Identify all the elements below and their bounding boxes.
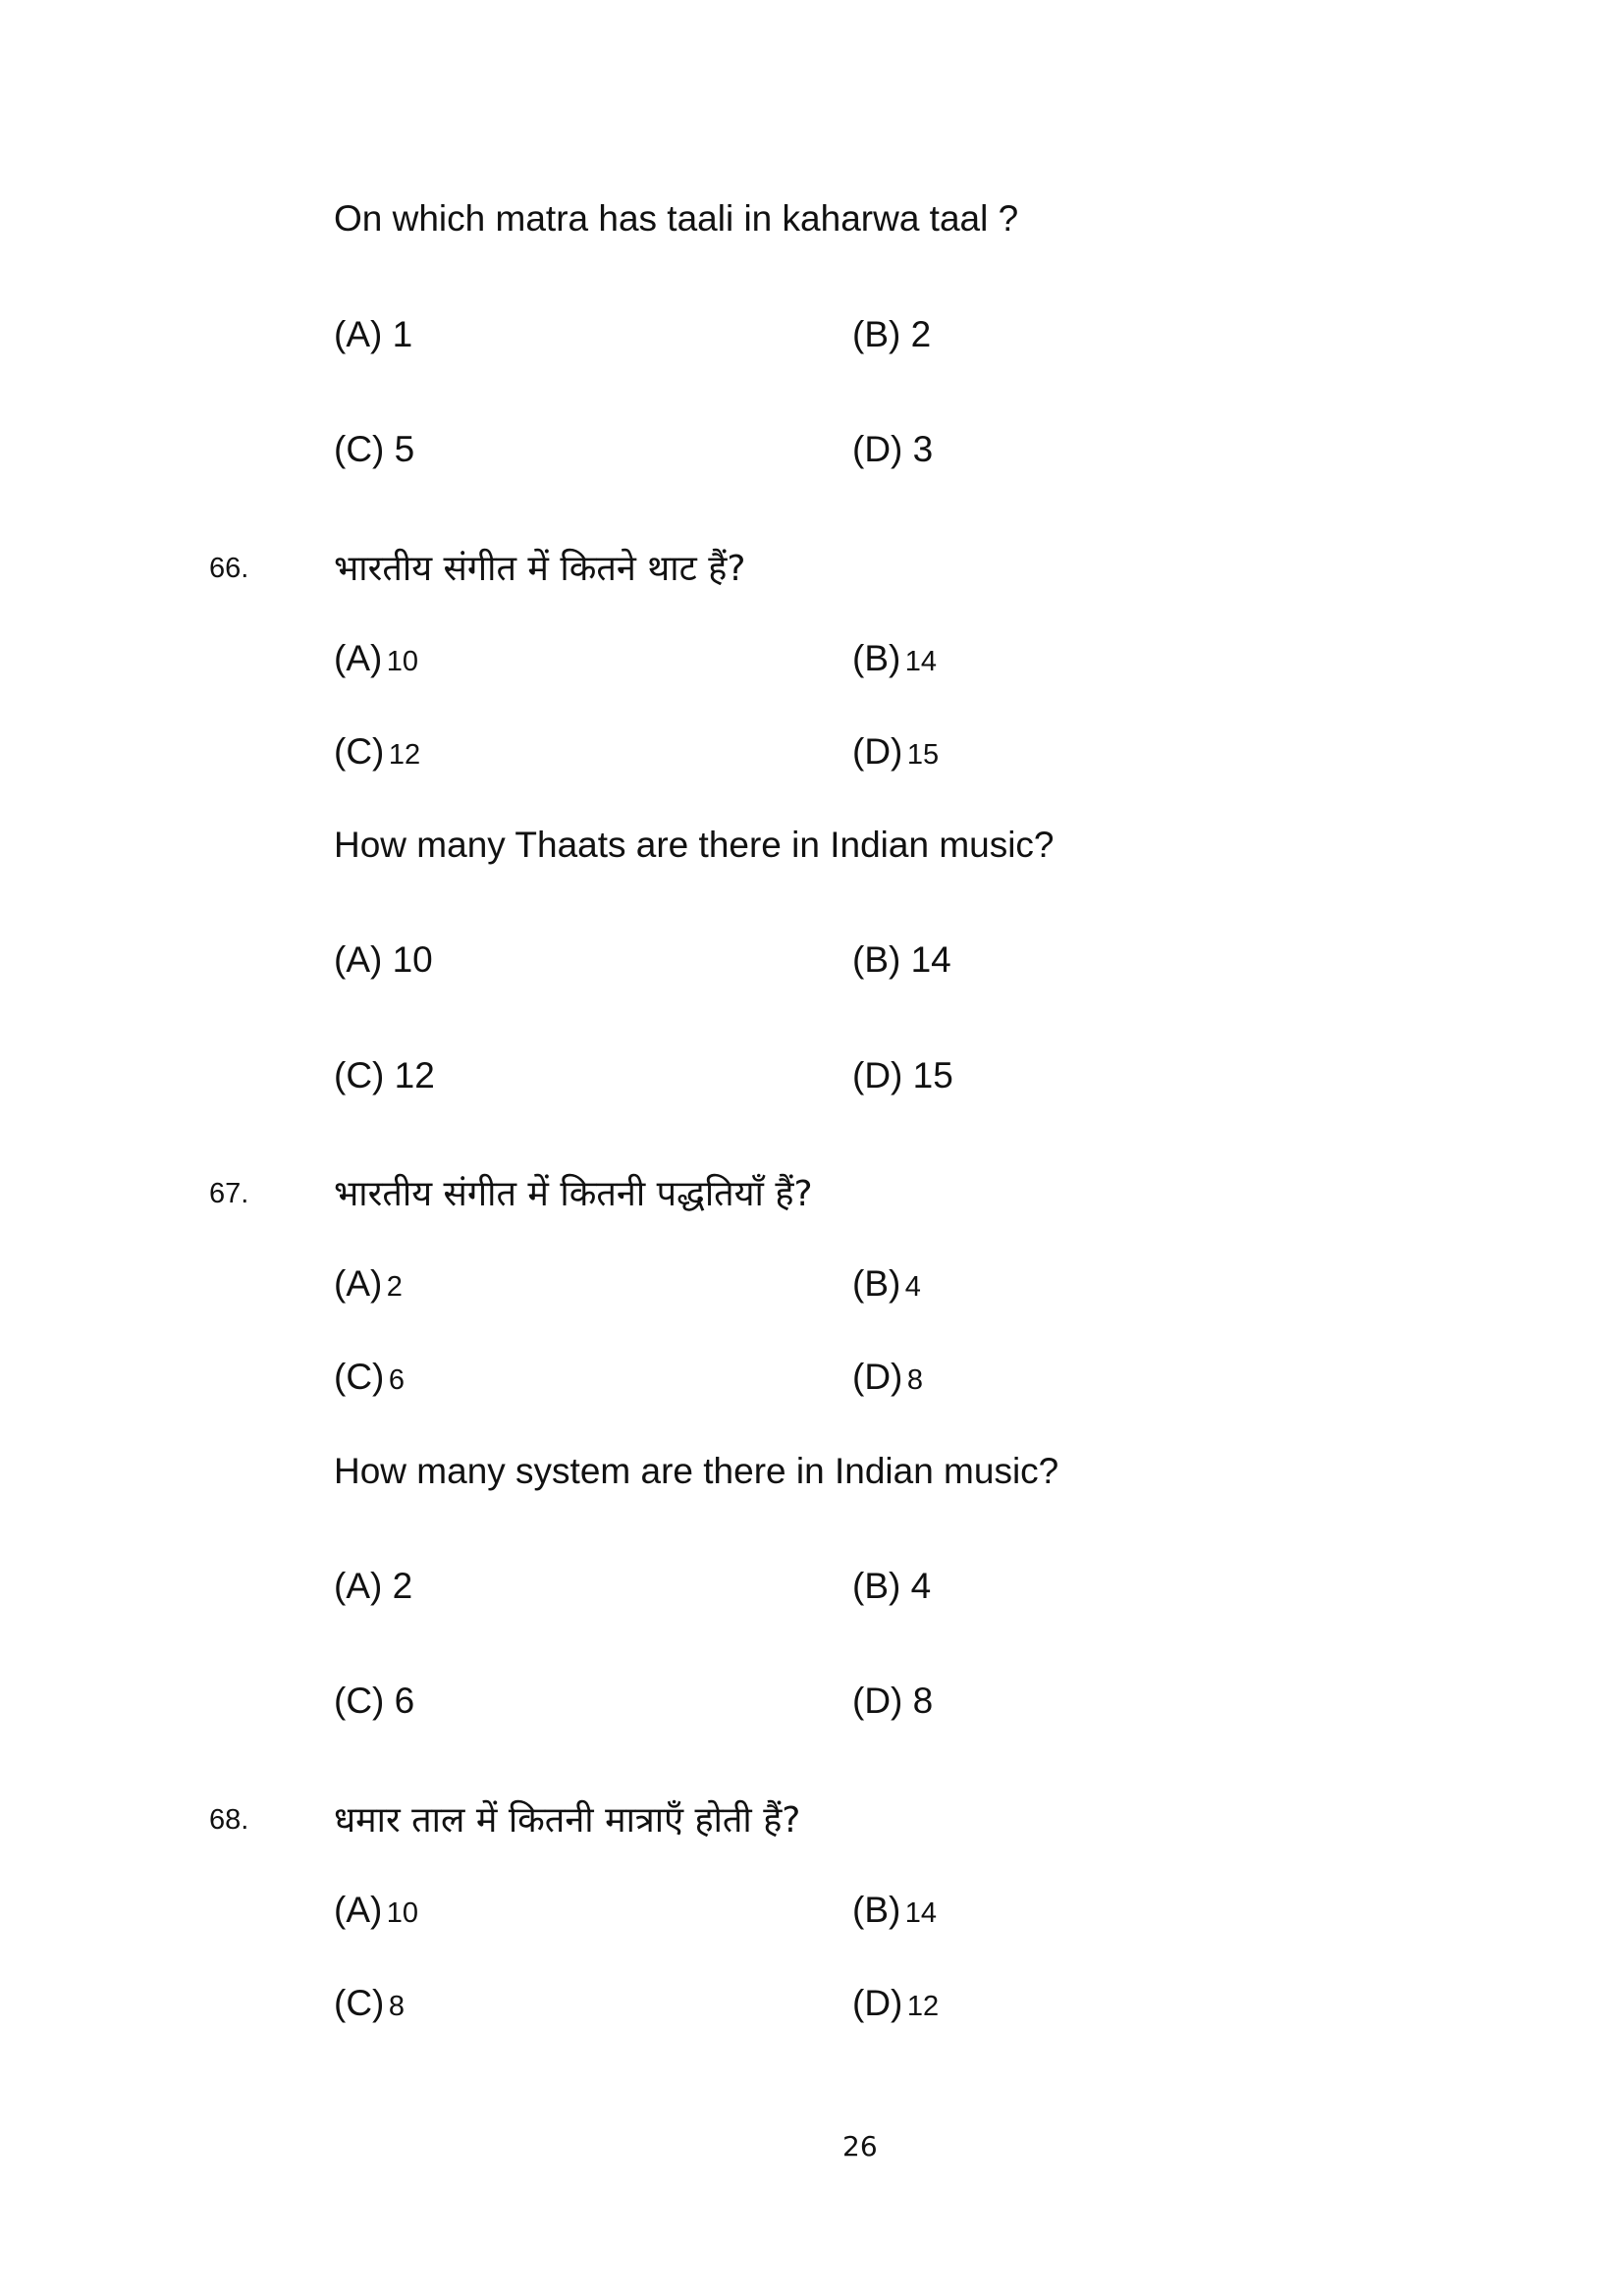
option-d [852, 429, 933, 470]
option-c [334, 1983, 405, 2024]
option-label: (B) [852, 939, 901, 980]
question-text: How many system are there in Indian music? [334, 1451, 1059, 1491]
option-d [852, 1357, 923, 1398]
option-value: 2 [392, 1566, 413, 1606]
option-label: (C) [334, 1681, 385, 1721]
option-a [334, 314, 412, 355]
option-label: (C) [334, 731, 385, 772]
option-a [334, 638, 418, 679]
option-value: 15 [906, 739, 940, 771]
option-value: 12 [388, 739, 421, 771]
option-value: 1 [392, 314, 413, 354]
question-number: 66. [209, 553, 249, 584]
option-value: 2 [386, 1271, 403, 1303]
option-label: (A) [334, 638, 383, 678]
question-number: 68. [209, 1804, 249, 1836]
option-value: 14 [910, 939, 951, 980]
option-label: (D) [852, 1681, 903, 1721]
option-d [852, 1681, 933, 1722]
option-value: 6 [394, 1681, 415, 1721]
option-value: 8 [388, 1991, 405, 2022]
option-label: (C) [334, 1357, 385, 1397]
option-label: (D) [852, 1055, 903, 1095]
option-value: 5 [394, 429, 415, 469]
option-b [852, 314, 931, 355]
option-value: 8 [912, 1681, 934, 1721]
option-a [334, 1890, 418, 1931]
option-label: (A) [334, 1566, 383, 1606]
option-value: 2 [910, 314, 932, 354]
option-label: (A) [334, 939, 383, 980]
option-value: 4 [904, 1271, 921, 1303]
question-text: On which matra has taali in kaharwa taal ? [334, 198, 1019, 239]
option-label: (D) [852, 429, 903, 469]
question-text-hindi: भारतीय संगीत में कितनी पद्धतियाँ हैं? [334, 1174, 813, 1214]
option-label: (B) [852, 314, 901, 354]
option-c [334, 731, 420, 773]
option-value: 10 [386, 646, 419, 677]
option-label: (A) [334, 1263, 383, 1304]
option-label: (D) [852, 1983, 903, 2023]
option-b [852, 638, 937, 679]
option-a [334, 1263, 403, 1305]
option-c [334, 1357, 405, 1398]
option-label: (C) [334, 1055, 385, 1095]
page-number: 26 [842, 2130, 878, 2163]
option-label: (D) [852, 731, 903, 772]
option-value: 14 [904, 646, 938, 677]
question-text: How many Thaats are there in Indian music? [334, 825, 1055, 865]
option-value: 6 [388, 1364, 405, 1396]
option-b [852, 939, 951, 981]
question-number: 67. [209, 1178, 249, 1209]
option-d [852, 731, 939, 773]
option-d [852, 1055, 953, 1096]
option-value: 4 [910, 1566, 932, 1606]
option-value: 12 [906, 1991, 940, 2022]
option-label: (B) [852, 1566, 901, 1606]
option-c [334, 429, 414, 470]
option-d [852, 1983, 939, 2024]
option-value: 14 [904, 1897, 938, 1929]
option-label: (C) [334, 429, 385, 469]
option-label: (A) [334, 1890, 383, 1930]
option-label: (C) [334, 1983, 385, 2023]
option-label: (D) [852, 1357, 903, 1397]
option-b [852, 1890, 937, 1931]
option-a [334, 1566, 412, 1607]
option-label: (A) [334, 314, 383, 354]
option-value: 15 [912, 1055, 953, 1095]
option-value: 10 [392, 939, 433, 980]
option-b [852, 1263, 921, 1305]
option-c [334, 1681, 414, 1722]
option-c [334, 1055, 435, 1096]
option-label: (B) [852, 1263, 901, 1304]
option-value: 8 [906, 1364, 923, 1396]
question-text-hindi: धमार ताल में कितनी मात्राएँ होती हैं? [334, 1800, 801, 1841]
option-label: (B) [852, 1890, 901, 1930]
option-value: 3 [912, 429, 934, 469]
option-value: 12 [394, 1055, 435, 1095]
option-label: (B) [852, 638, 901, 678]
option-b [852, 1566, 931, 1607]
option-a [334, 939, 433, 981]
option-value: 10 [386, 1897, 419, 1929]
question-text-hindi: भारतीय संगीत में कितने थाट हैं? [334, 549, 746, 589]
